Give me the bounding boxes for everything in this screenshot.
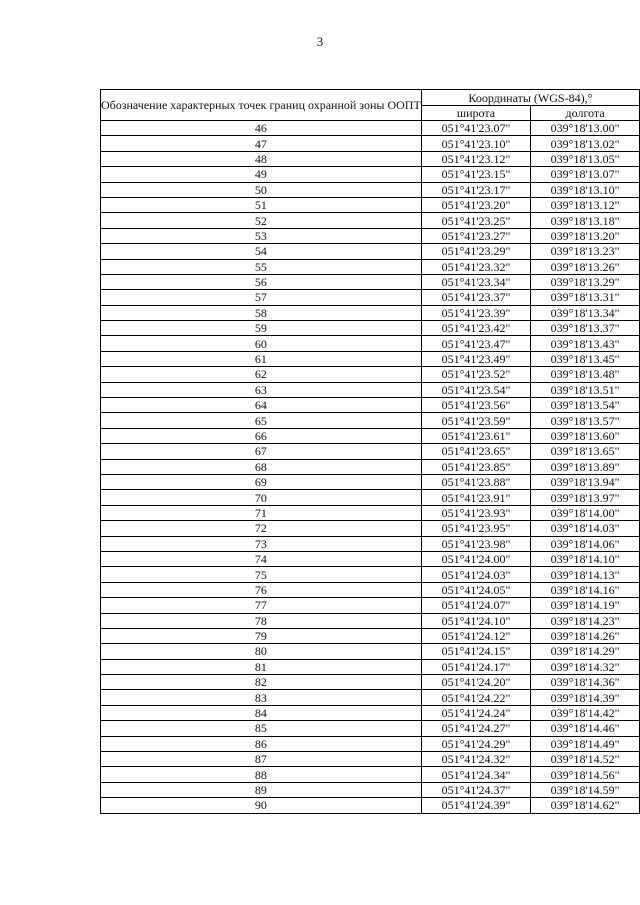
latitude-cell: 051°41'24.07" <box>421 598 530 613</box>
longitude-cell: 039°18'13.51" <box>531 382 640 397</box>
table-row <box>101 290 640 305</box>
longitude-cell: 039°18'14.13" <box>531 567 640 582</box>
latitude-cell: 051°41'24.32" <box>421 752 530 767</box>
point-cell: 90 <box>101 798 422 813</box>
latitude-cell: 051°41'24.17" <box>421 659 530 674</box>
table-row <box>101 490 640 505</box>
point-cell: 66 <box>101 428 422 443</box>
point-cell: 76 <box>101 582 422 597</box>
point-cell: 60 <box>101 336 422 351</box>
longitude-cell: 039°18'14.39" <box>531 690 640 705</box>
latitude-cell: 051°41'23.32" <box>421 259 530 274</box>
latitude-cell: 051°41'24.00" <box>421 551 530 566</box>
latitude-cell: 051°41'23.12" <box>421 151 530 166</box>
longitude-cell: 039°18'14.36" <box>531 675 640 690</box>
latitude-cell: 051°41'23.85" <box>421 459 530 474</box>
table-row <box>101 644 640 659</box>
longitude-cell: 039°18'13.00" <box>531 121 640 136</box>
table-row <box>101 182 640 197</box>
table-row <box>101 228 640 243</box>
point-cell: 51 <box>101 197 422 212</box>
longitude-cell: 039°18'14.56" <box>531 767 640 782</box>
latitude-cell: 051°41'23.98" <box>421 536 530 551</box>
point-cell: 52 <box>101 213 422 228</box>
point-cell: 73 <box>101 536 422 551</box>
table-row <box>101 613 640 628</box>
point-cell: 87 <box>101 752 422 767</box>
longitude-cell: 039°18'14.46" <box>531 721 640 736</box>
point-cell: 49 <box>101 167 422 182</box>
table-row <box>101 675 640 690</box>
point-cell: 71 <box>101 505 422 520</box>
longitude-cell: 039°18'14.26" <box>531 628 640 643</box>
latitude-cell: 051°41'24.20" <box>421 675 530 690</box>
point-cell: 79 <box>101 628 422 643</box>
point-cell: 62 <box>101 367 422 382</box>
table-row <box>101 197 640 212</box>
longitude-cell: 039°18'14.52" <box>531 752 640 767</box>
latitude-cell: 051°41'23.65" <box>421 444 530 459</box>
table-row <box>101 782 640 797</box>
longitude-cell: 039°18'13.26" <box>531 259 640 274</box>
table-row <box>101 151 640 166</box>
latitude-cell: 051°41'24.29" <box>421 736 530 751</box>
longitude-cell: 039°18'13.54" <box>531 398 640 413</box>
longitude-cell: 039°18'13.97" <box>531 490 640 505</box>
latitude-cell: 051°41'24.15" <box>421 644 530 659</box>
latitude-cell: 051°41'24.34" <box>421 767 530 782</box>
point-cell: 77 <box>101 598 422 613</box>
table-row <box>101 336 640 351</box>
point-cell: 64 <box>101 398 422 413</box>
point-cell: 65 <box>101 413 422 428</box>
table-row <box>101 305 640 320</box>
longitude-cell: 039°18'13.12" <box>531 197 640 212</box>
longitude-cell: 039°18'13.31" <box>531 290 640 305</box>
longitude-cell: 039°18'13.20" <box>531 228 640 243</box>
table-row <box>101 413 640 428</box>
table-row <box>101 367 640 382</box>
longitude-cell: 039°18'14.00" <box>531 505 640 520</box>
point-cell: 61 <box>101 351 422 366</box>
point-cell: 86 <box>101 736 422 751</box>
longitude-cell: 039°18'13.60" <box>531 428 640 443</box>
longitude-cell: 039°18'14.32" <box>531 659 640 674</box>
latitude-cell: 051°41'24.39" <box>421 798 530 813</box>
point-cell: 56 <box>101 274 422 289</box>
table-row <box>101 351 640 366</box>
table-row <box>101 752 640 767</box>
latitude-cell: 051°41'23.39" <box>421 305 530 320</box>
latitude-cell: 051°41'23.52" <box>421 367 530 382</box>
table-row <box>101 705 640 720</box>
longitude-cell: 039°18'13.89" <box>531 459 640 474</box>
longitude-cell: 039°18'13.94" <box>531 474 640 489</box>
table-row <box>101 428 640 443</box>
longitude-cell: 039°18'13.29" <box>531 274 640 289</box>
longitude-cell: 039°18'14.19" <box>531 598 640 613</box>
longitude-cell: 039°18'14.62" <box>531 798 640 813</box>
longitude-cell: 039°18'13.07" <box>531 167 640 182</box>
table-row <box>101 690 640 705</box>
longitude-cell: 039°18'13.05" <box>531 151 640 166</box>
point-cell: 55 <box>101 259 422 274</box>
point-cell: 84 <box>101 705 422 720</box>
longitude-cell: 039°18'13.57" <box>531 413 640 428</box>
latitude-cell: 051°41'23.93" <box>421 505 530 520</box>
table-row <box>101 321 640 336</box>
table-row <box>101 213 640 228</box>
latitude-cell: 051°41'23.61" <box>421 428 530 443</box>
longitude-cell: 039°18'14.03" <box>531 521 640 536</box>
table-row <box>101 459 640 474</box>
table-row <box>101 551 640 566</box>
page-number: 3 <box>316 34 324 49</box>
table-row <box>101 721 640 736</box>
point-cell: 74 <box>101 551 422 566</box>
longitude-cell: 039°18'14.42" <box>531 705 640 720</box>
longitude-cell: 039°18'14.49" <box>531 736 640 751</box>
table-row <box>101 767 640 782</box>
point-cell: 89 <box>101 782 422 797</box>
table-row <box>101 474 640 489</box>
longitude-cell: 039°18'14.23" <box>531 613 640 628</box>
point-designation-header: Обозначение характерных точек границ охранной зоны ООПТ <box>101 90 422 121</box>
latitude-cell: 051°41'23.29" <box>421 244 530 259</box>
table-row <box>101 444 640 459</box>
table-row <box>101 382 640 397</box>
latitude-cell: 051°41'23.07" <box>421 121 530 136</box>
longitude-cell: 039°18'13.48" <box>531 367 640 382</box>
longitude-cell: 039°18'13.34" <box>531 305 640 320</box>
point-cell: 53 <box>101 228 422 243</box>
table-row <box>101 274 640 289</box>
point-cell: 69 <box>101 474 422 489</box>
table-row <box>101 398 640 413</box>
point-cell: 47 <box>101 136 422 151</box>
point-cell: 58 <box>101 305 422 320</box>
table-row <box>101 167 640 182</box>
coordinates-header: Координаты (WGS-84),° <box>421 90 639 106</box>
latitude-cell: 051°41'23.42" <box>421 321 530 336</box>
latitude-cell: 051°41'24.24" <box>421 705 530 720</box>
point-cell: 68 <box>101 459 422 474</box>
latitude-cell: 051°41'24.22" <box>421 690 530 705</box>
longitude-cell: 039°18'13.37" <box>531 321 640 336</box>
table-row <box>101 798 640 813</box>
latitude-header: широта <box>421 106 530 121</box>
latitude-cell: 051°41'23.37" <box>421 290 530 305</box>
latitude-cell: 051°41'24.05" <box>421 582 530 597</box>
table-row <box>101 598 640 613</box>
latitude-cell: 051°41'23.49" <box>421 351 530 366</box>
longitude-cell: 039°18'13.02" <box>531 136 640 151</box>
latitude-cell: 051°41'23.56" <box>421 398 530 413</box>
latitude-cell: 051°41'23.17" <box>421 182 530 197</box>
latitude-cell: 051°41'23.59" <box>421 413 530 428</box>
point-cell: 78 <box>101 613 422 628</box>
longitude-cell: 039°18'13.45" <box>531 351 640 366</box>
point-cell: 75 <box>101 567 422 582</box>
latitude-cell: 051°41'23.54" <box>421 382 530 397</box>
table-row <box>101 244 640 259</box>
longitude-cell: 039°18'14.59" <box>531 782 640 797</box>
latitude-cell: 051°41'23.95" <box>421 521 530 536</box>
table-row <box>101 736 640 751</box>
point-cell: 67 <box>101 444 422 459</box>
point-cell: 85 <box>101 721 422 736</box>
table-row <box>101 582 640 597</box>
table-row <box>101 521 640 536</box>
point-cell: 57 <box>101 290 422 305</box>
longitude-header: долгота <box>531 106 640 121</box>
latitude-cell: 051°41'23.15" <box>421 167 530 182</box>
point-cell: 59 <box>101 321 422 336</box>
latitude-cell: 051°41'24.37" <box>421 782 530 797</box>
point-cell: 70 <box>101 490 422 505</box>
point-cell: 46 <box>101 121 422 136</box>
longitude-cell: 039°18'14.10" <box>531 551 640 566</box>
latitude-cell: 051°41'23.10" <box>421 136 530 151</box>
longitude-cell: 039°18'13.18" <box>531 213 640 228</box>
table-row <box>101 628 640 643</box>
table-row <box>101 659 640 674</box>
latitude-cell: 051°41'23.91" <box>421 490 530 505</box>
latitude-cell: 051°41'24.03" <box>421 567 530 582</box>
table-row <box>101 121 640 136</box>
longitude-cell: 039°18'14.16" <box>531 582 640 597</box>
latitude-cell: 051°41'23.47" <box>421 336 530 351</box>
point-cell: 50 <box>101 182 422 197</box>
table-row <box>101 536 640 551</box>
longitude-cell: 039°18'13.65" <box>531 444 640 459</box>
longitude-cell: 039°18'14.06" <box>531 536 640 551</box>
table-row <box>101 259 640 274</box>
latitude-cell: 051°41'23.25" <box>421 213 530 228</box>
latitude-cell: 051°41'24.27" <box>421 721 530 736</box>
point-cell: 72 <box>101 521 422 536</box>
point-cell: 88 <box>101 767 422 782</box>
latitude-cell: 051°41'24.10" <box>421 613 530 628</box>
point-cell: 83 <box>101 690 422 705</box>
latitude-cell: 051°41'24.12" <box>421 628 530 643</box>
table-row <box>101 136 640 151</box>
latitude-cell: 051°41'23.34" <box>421 274 530 289</box>
latitude-cell: 051°41'23.88" <box>421 474 530 489</box>
point-cell: 80 <box>101 644 422 659</box>
point-cell: 54 <box>101 244 422 259</box>
longitude-cell: 039°18'13.10" <box>531 182 640 197</box>
longitude-cell: 039°18'13.23" <box>531 244 640 259</box>
table-row <box>101 567 640 582</box>
point-cell: 48 <box>101 151 422 166</box>
longitude-cell: 039°18'13.43" <box>531 336 640 351</box>
longitude-cell: 039°18'14.29" <box>531 644 640 659</box>
table-row <box>101 505 640 520</box>
latitude-cell: 051°41'23.20" <box>421 197 530 212</box>
point-cell: 81 <box>101 659 422 674</box>
coordinates-table <box>100 89 640 814</box>
latitude-cell: 051°41'23.27" <box>421 228 530 243</box>
point-cell: 63 <box>101 382 422 397</box>
point-cell: 82 <box>101 675 422 690</box>
